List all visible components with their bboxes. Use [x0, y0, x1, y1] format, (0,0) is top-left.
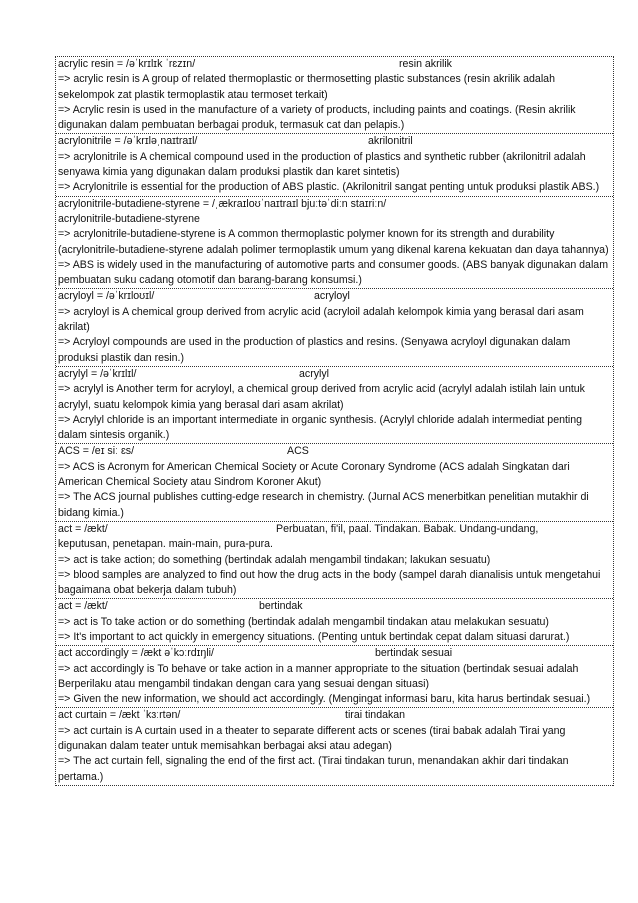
translation: bertindak: [259, 600, 303, 613]
entry-acrylonitrile: [56, 134, 613, 196]
headword: ACS = /eɪ siː ɛs/: [58, 445, 135, 458]
headword: act accordingly = /ækt əˈkɔːrdɪŋli/: [58, 647, 214, 660]
entry-acrylic-resin: [56, 57, 613, 134]
translation: Perbuatan, fi'il, paal. Tindakan. Babak. Undang-undang,: [276, 522, 539, 535]
headword-continuation: acrylonitrile-butadiene-styrene: [58, 212, 200, 225]
example: => blood samples are analyzed to find out how the drug acts in the body (sampel darah dianalisis untuk mengetahui bagaimana obat bekerja dalam tubuh): [58, 568, 601, 597]
headword: act curtain = /ækt ˈkɜːrtən/: [58, 709, 181, 722]
entry-abs: [56, 197, 613, 290]
translation: akrilonitril: [368, 135, 413, 148]
entry-acryloyl: [56, 289, 613, 366]
definition: => act is take action; do something (bertindak adalah mengambil tindakan; lakukan sesuatu): [58, 553, 491, 566]
definition: => acrylyl is Another term for acryloyl, a chemical group derived from acrylic acid (acrylyl adalah istilah lain untuk acrylyl, suatu kelompok kimia yang berasal dari asam akrilat): [58, 383, 585, 411]
example: => Acrylyl chloride is an important intermediate in organic synthesis. (Acrylyl chloride adalah intermediat penting dalam sintesis organik.): [58, 413, 583, 442]
entry-act-2: [56, 599, 613, 646]
definition: => acrylic resin is A group of related thermoplastic or thermosetting plastic substances (resin akrilik adalah sekelompok zat plastik termoplastik atau termoset terkait): [58, 73, 555, 101]
headword: act = /ækt/: [58, 600, 108, 613]
entry-act-accordingly: [56, 646, 613, 708]
headword: acryloyl = /əˈkrɪloʊɪl/: [58, 290, 155, 303]
definition: => acrylonitrile is A chemical compound used in the production of plastics and synthetic rubber (akrilonitril adalah senyawa kimia yang digunakan dalam produksi plastik dan karet sintetis): [58, 150, 586, 179]
translation-continuation: keputusan, penetapan. main-main, pura-pura.: [58, 538, 273, 551]
example: => The ACS journal publishes cutting-edge research in chemistry. (Jurnal ACS menerbitkan penelitian mutakhir di bidang kimia.): [58, 491, 589, 519]
headword: act = /ækt/: [58, 522, 108, 535]
entry-act-1: [56, 522, 613, 599]
entry-acrylyl: [56, 367, 613, 444]
definition: => act curtain is A curtain used in a theater to separate different acts or scenes (tirai babak adalah Tirai yang digunakan dalam teater untuk memisahkan berbagai aksi atau adegan): [58, 724, 566, 753]
headword: acrylyl = /əˈkrɪlɪl/: [58, 367, 137, 380]
example: => It's important to act quickly in emergency situations. (Penting untuk bertindak cepat dalam situasi darurat.): [58, 630, 570, 643]
example: => ABS is widely used in the manufacturing of automotive parts and consumer goods. (ABS banyak digunakan dalam pembuatan suku cadang otomotif dan barang-barang konsumsi.): [58, 258, 609, 287]
translation: resin akrilik: [399, 58, 452, 70]
headword: acrylic resin = /əˈkrɪlɪk ˈrɛzɪn/: [58, 58, 196, 70]
example: => The act curtain fell, signaling the end of the first act. (Tirai tindakan turun, menandakan akhir dari tindakan pertama.): [58, 755, 569, 783]
translation: tirai tindakan: [345, 709, 406, 722]
definition: => act is To take action or do something (bertindak adalah mengambil tindakan atau melakukan sesuatu): [58, 615, 549, 628]
definition: => acryloyl is A chemical group derived from acrylic acid (acryloil adalah kelompok kimia yang berasal dari asam akrilat): [58, 305, 584, 334]
translation: bertindak sesuai: [375, 647, 453, 660]
example: => Acrylonitrile is essential for the production of ABS plastic. (Akrilonitril sangat penting untuk produksi plastik ABS.): [58, 181, 600, 194]
translation: acrylyl: [299, 367, 330, 380]
headword: acrylonitrile-butadiene-styrene = /ˌækraɪloʊˈnaɪtraɪl bjuːtəˈdiːn staɪriːn/: [58, 197, 387, 210]
example: => Given the new information, we should act accordingly. (Mengingat informasi baru, kita harus bertindak sesuai.): [58, 693, 591, 706]
translation: ACS: [287, 445, 309, 458]
definition: => act accordingly is To behave or take action in a manner appropriate to the situation (bertindak sesuai adalah Berperilaku atau mengambil tindakan dengan cara yang sesuai dengan situasi): [58, 662, 579, 690]
translation: acryloyl: [314, 290, 350, 303]
headword: acrylonitrile = /əˈkrɪləˌnaɪtraɪl/: [58, 135, 198, 148]
entry-act-curtain: [56, 708, 613, 785]
example: => Acryloyl compounds are used in the production of plastics and resins. (Senyawa acryloyl digunakan dalam produksi plastik dan resin.): [58, 336, 571, 364]
example: => Acrylic resin is used in the manufacture of a variety of products, including paints and coatings. (Resin akrilik digunakan dalam pembuatan berbagai produk, termasuk cat dan pelapis.): [58, 103, 576, 132]
definition: => acrylonitrile-butadiene-styrene is A common thermoplastic polymer known for its strength and durability (acrylonitrile-butadiene-styrene adalah polimer termoplastik umum yang dikenal karena kekuatan dan daya tahannya): [58, 228, 609, 256]
definition: => ACS is Acronym for American Chemical Society or Acute Coronary Syndrome (ACS adalah Singkatan dari American Chemical Society atau Sindrom Koroner Akut): [58, 460, 570, 489]
dictionary-entries: [55, 56, 614, 786]
entry-acs: [56, 444, 613, 521]
